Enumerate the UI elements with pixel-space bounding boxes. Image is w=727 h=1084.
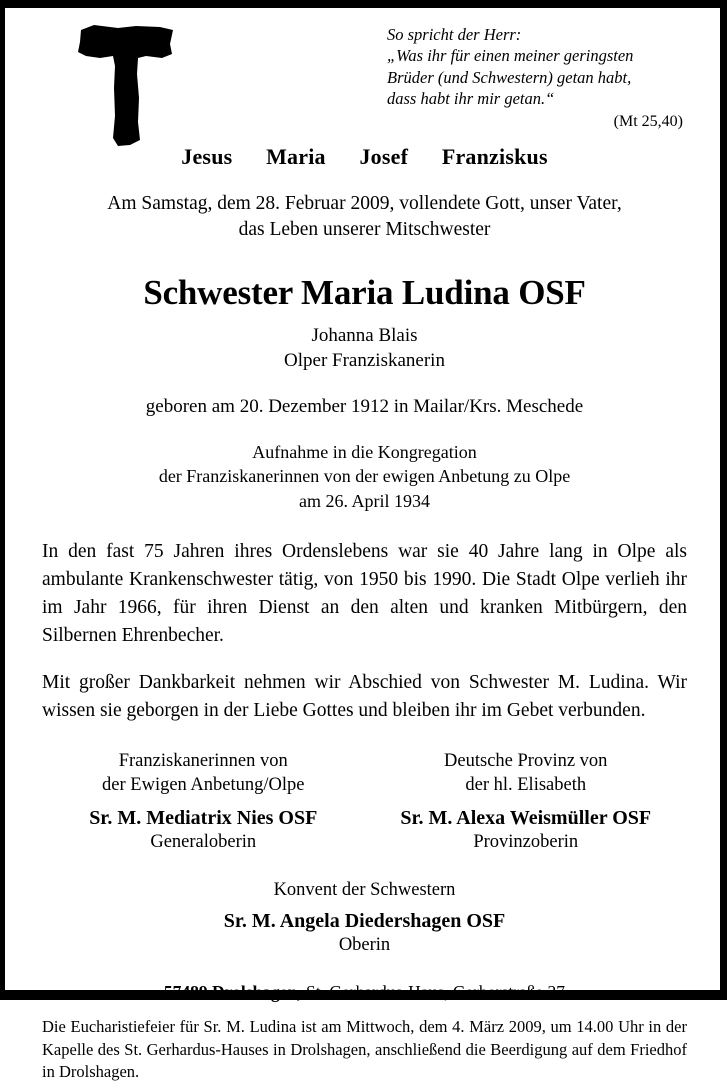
scripture-line-3: dass habt ihr mir getan.“ bbox=[387, 89, 555, 109]
deceased-secular-block bbox=[42, 323, 687, 373]
signature-org-right-line-2: der hl. Elisabeth bbox=[465, 775, 587, 796]
entry-line-2: der Franziskanerinnen von der ewigen Anbetung zu Olpe bbox=[158, 466, 571, 487]
deceased-secular-name: Johanna Blais bbox=[311, 325, 418, 347]
signature-role-right: Provinzoberin bbox=[473, 831, 579, 852]
scripture-intro: So spricht der Herr: bbox=[387, 25, 522, 44]
announcement bbox=[42, 191, 687, 243]
signature-org-right bbox=[365, 749, 688, 798]
tau-cross-wrap bbox=[42, 12, 244, 150]
deceased-order: Olper Franziskanerin bbox=[284, 350, 445, 372]
address-rest: St. Gerhardus-Haus, Gerberstraße 37 bbox=[301, 981, 566, 1002]
entry-line-3: am 26. April 1934 bbox=[299, 490, 430, 511]
signature-org-left bbox=[42, 749, 365, 798]
convent-block bbox=[42, 880, 687, 956]
obituary-sheet bbox=[5, 8, 720, 1082]
service-details-note: Die Eucharistiefeier für Sr. M. Ludina ist am Mittwoch, dem 4. März 2009, um 14.00 Uhr in der Kapelle des St. Gerhardus-Hauses in Drolshagen, anschließend die Beerdigung auf dem Friedhof in Drolshagen. bbox=[42, 1016, 687, 1082]
convent-name: Sr. M. Angela Diedershagen OSF bbox=[223, 909, 506, 932]
signature-name-left: Sr. M. Mediatrix Nies OSF bbox=[89, 806, 318, 829]
birth-line: geboren am 20. Dezember 1912 in Mailar/Krs. Meschede bbox=[145, 395, 584, 417]
signature-name-right: Sr. M. Alexa Weismüller OSF bbox=[400, 806, 652, 829]
signature-column-right bbox=[365, 749, 688, 853]
scripture-line-1: „Was ihr für einen meiner geringsten bbox=[387, 46, 634, 66]
holy-name-jesus: Jesus bbox=[181, 144, 233, 169]
signature-org-right-line-1: Deutsche Provinz von bbox=[444, 750, 608, 771]
farewell-paragraph: Mit großer Dankbarkeit nehmen wir Abschied von Schwester M. Ludina. Wir wissen sie geborgen in der Liebe Gottes und bleiben ihr im Gebet verbunden. bbox=[42, 671, 687, 721]
signature-column-left bbox=[42, 749, 365, 853]
address-postal-city: 57489 Drolshagen, bbox=[163, 981, 302, 1002]
holy-name-maria: Maria bbox=[266, 144, 326, 169]
signature-org-left-line-2: der Ewigen Anbetung/Olpe bbox=[102, 775, 305, 796]
biography-paragraph: In den fast 75 Jahren ihres Ordenslebens war sie 40 Jahre lang in Olpe als ambulante Krankenschwester tätig, von 1950 bis 1990. Die Stadt Olpe verlieh ihr im Jahr 1966, für ihren Dienst an den alten und kranken Mitbürgern, den Silbernen Ehrenbecher. bbox=[42, 541, 687, 647]
scripture-line-2: Brüder (und Schwestern) getan habt, bbox=[387, 67, 632, 87]
announcement-line-1: Am Samstag, dem 28. Februar 2009, vollendete Gott, unser Vater, bbox=[107, 193, 622, 214]
address-line bbox=[42, 982, 687, 1003]
deceased-religious-name: Schwester Maria Ludina OSF bbox=[143, 272, 586, 312]
signature-org-left-line-1: Franziskanerinnen von bbox=[118, 750, 288, 771]
announcement-line-2: das Leben unserer Mitschwester bbox=[238, 218, 491, 240]
scripture-quote bbox=[387, 12, 687, 133]
signature-columns bbox=[42, 749, 687, 853]
scripture-reference: (Mt 25,40) bbox=[613, 112, 683, 130]
convent-role: Oberin bbox=[338, 934, 391, 955]
convent-org: Konvent der Schwestern bbox=[273, 879, 456, 900]
congregation-entry-block bbox=[42, 440, 687, 514]
entry-line-1: Aufnahme in die Kongregation bbox=[252, 441, 477, 462]
header-band bbox=[42, 12, 687, 140]
holy-name-josef: Josef bbox=[359, 144, 409, 169]
signature-role-left: Generaloberin bbox=[150, 831, 257, 852]
holy-name-franziskus: Franziskus bbox=[441, 144, 548, 169]
tau-cross-icon bbox=[74, 18, 178, 150]
